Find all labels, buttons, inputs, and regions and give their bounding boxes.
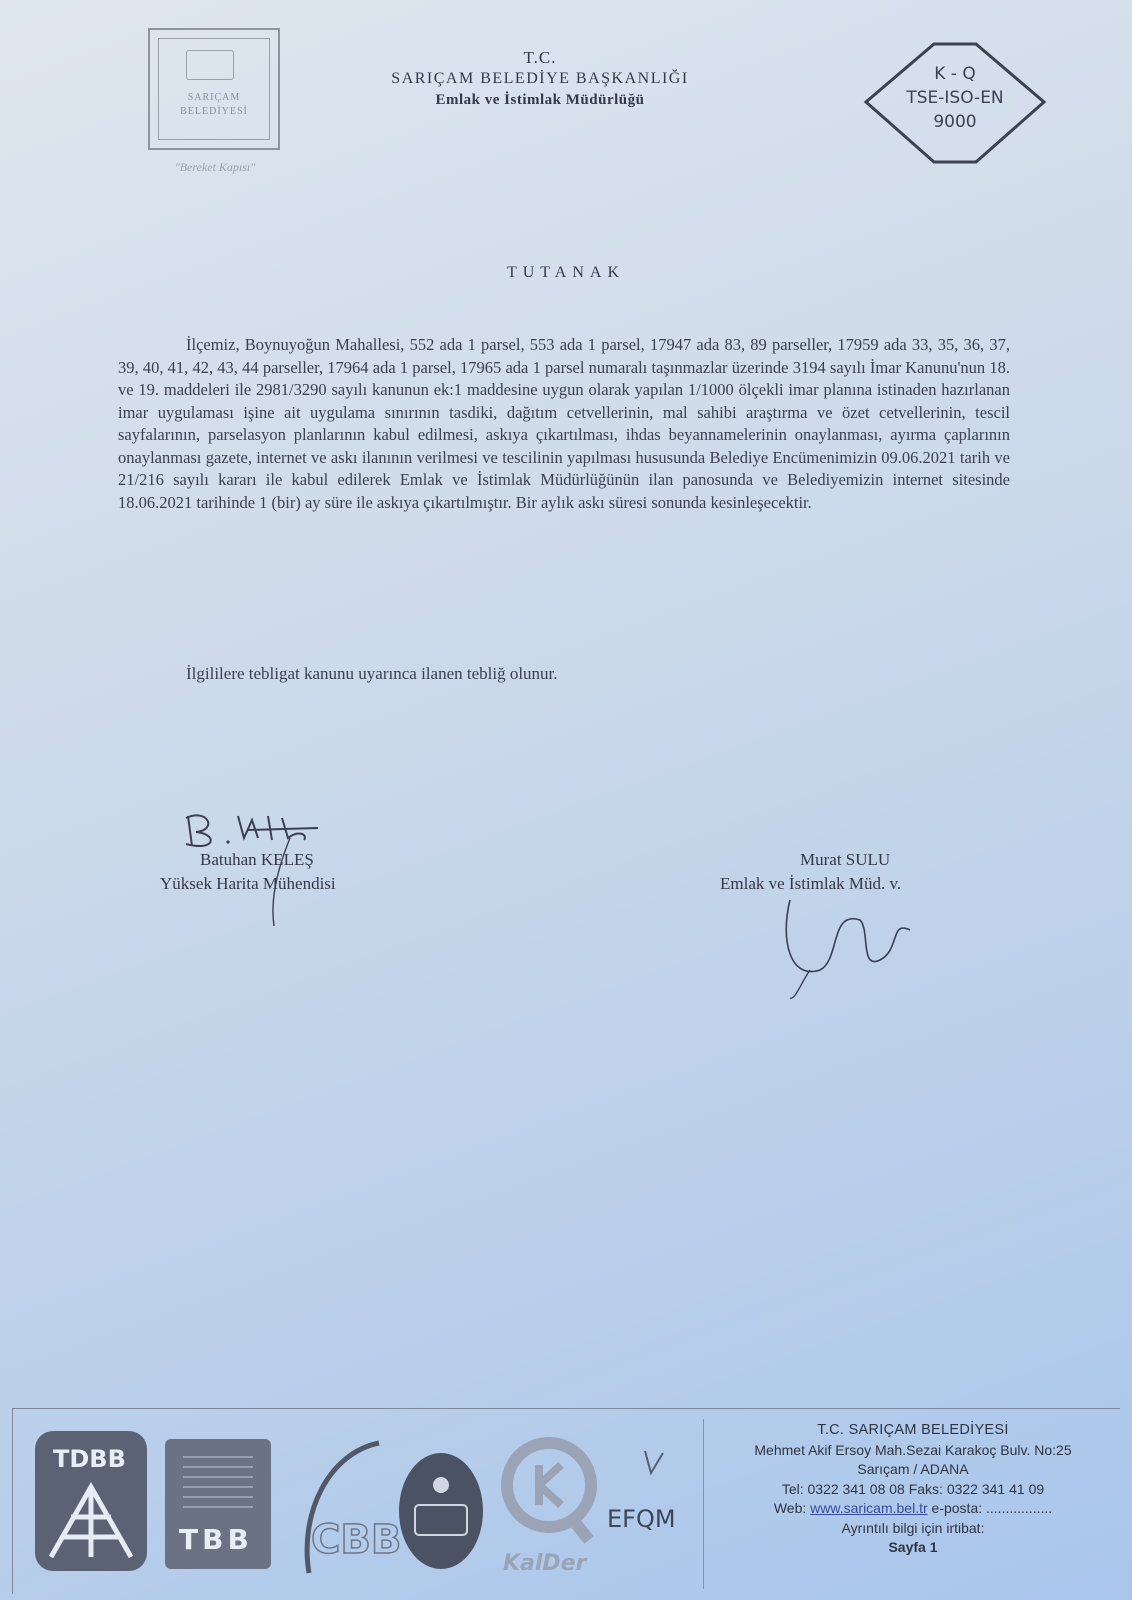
cbb-logo-icon [289,1433,402,1583]
logo-motto: "Bereket Kapısı" [174,160,256,174]
logo-text-line1: SARIÇAM [187,92,241,103]
municipality-logo [148,28,280,150]
flag-emblem-icon [186,50,234,80]
stamp-line2: TSE-ISO-EN [906,88,1004,108]
signatory-right-name: Murat SULU [800,850,891,869]
contact-web-label: Web: [773,1500,807,1516]
kalder-logo [499,1435,599,1585]
tbb-label: TBB [179,1523,253,1556]
footer-logos [23,1423,683,1588]
document-body: İlçemiz, Boynuyoğun Mahallesi, 552 ada 1 parsel, 553 ada 1 parsel, 17947 ada 83, 89 parseller, 17959 ada 33, 35, 36, 37, 39, 40, 41, 42, 43, 44 parseller, 17964 ada 1 parsel, 17965 ada 1 parsel numaralı taşınmazlar üzerinde 3194 sayılı İmar Kanunu'nun 18. ve 19. maddeleri ile 2981/3290 sayılı kanunun ek:1 maddesine uygun olarak yapılan 1/1000 ölçekli imar planına istinaden hazırlanan imar uygulaması işine ait uygulama sınırının tasdiki, dağıtım cetvellerinin, mal sahibi araştırma ve özet cetvellerinin, tescil sayfalarının, parselasyon planlarının kabul edilmesi, askıya çıkartılması, ihdas beyannamelerinin onaylanması, ayırma çaplarının onaylanması gazete, internet ve askı ilanının verilmesi ve tescilinin yapılması hususunda Belediye Encümenimizin 09.06.2021 tarih ve 21/216 sayılı kararı ile kabul edilerek Emlak ve İstimlak Müdürlüğünün ilan panosunda ve Belediyemizin internet sitesinde 18.06.2021 tarihinde 1 (bir) ay süre ile askıya çıkartılmıştır. Bir aylık askı süresi sonunda kesinleşecektir. [118,335,1010,512]
tdbb-logo [31,1427,151,1577]
logo-text-line2: BELEDİYESİ [180,106,248,117]
contact-web-link[interactable]: www.saricam.bel.tr [810,1500,928,1516]
kalder-label: KalDer [503,1551,587,1576]
page-footer [12,1408,1120,1594]
contact-email-label: e-posta: [931,1500,983,1516]
contact-phone: Tel: 0322 341 08 08 Faks: 0322 341 41 09 [781,1480,1045,1497]
signatory-right-role: Emlak ve İstimlak Müd. v. [720,874,902,893]
footer-divider [703,1419,704,1589]
contact-city: Sarıçam / ADANA [857,1461,969,1477]
letterhead-institution: SARIÇAM BELEDİYE BAŞKANLIĞI [391,70,689,87]
stamp-line1: K - Q [934,64,976,84]
signatory-left-role: Yüksek Harita Mühendisi [160,874,336,893]
letterhead-tc: T.C. [523,48,557,67]
kentler-logo-icon [395,1445,487,1575]
contact-email-blank: ................. [986,1500,1053,1516]
signatory-left-name: Batuhan KELEŞ [200,850,314,869]
contact-address: Mehmet Akif Ersoy Mah.Sezai Karakoç Bulv. No:25 [754,1441,1072,1458]
tdbb-label: TDBB [53,1445,126,1473]
page-number: Sayfa 1 [888,1539,938,1555]
svg-text:CBB: CBB [311,1517,402,1563]
letterhead [350,48,730,109]
tbb-logo [163,1437,273,1572]
efqm-logo [605,1443,685,1553]
stamp-line3: 9000 [933,112,977,132]
footer-contact [713,1421,1113,1558]
document-title: TUTANAK [506,264,626,281]
document-notice: İlgililere tebligat kanunu uyarınca ilanen tebliğ olunur. [186,664,558,683]
contact-title: T.C. SARIÇAM BELEDİYESİ [817,1422,1009,1438]
letterhead-department: Emlak ve İstimlak Müdürlüğü [435,92,645,108]
efqm-label: EFQM [607,1505,676,1533]
quality-stamp [860,40,1050,170]
contact-web-line [713,1499,1113,1519]
contact-info: Ayrıntılı bilgi için irtibat: [841,1519,985,1536]
